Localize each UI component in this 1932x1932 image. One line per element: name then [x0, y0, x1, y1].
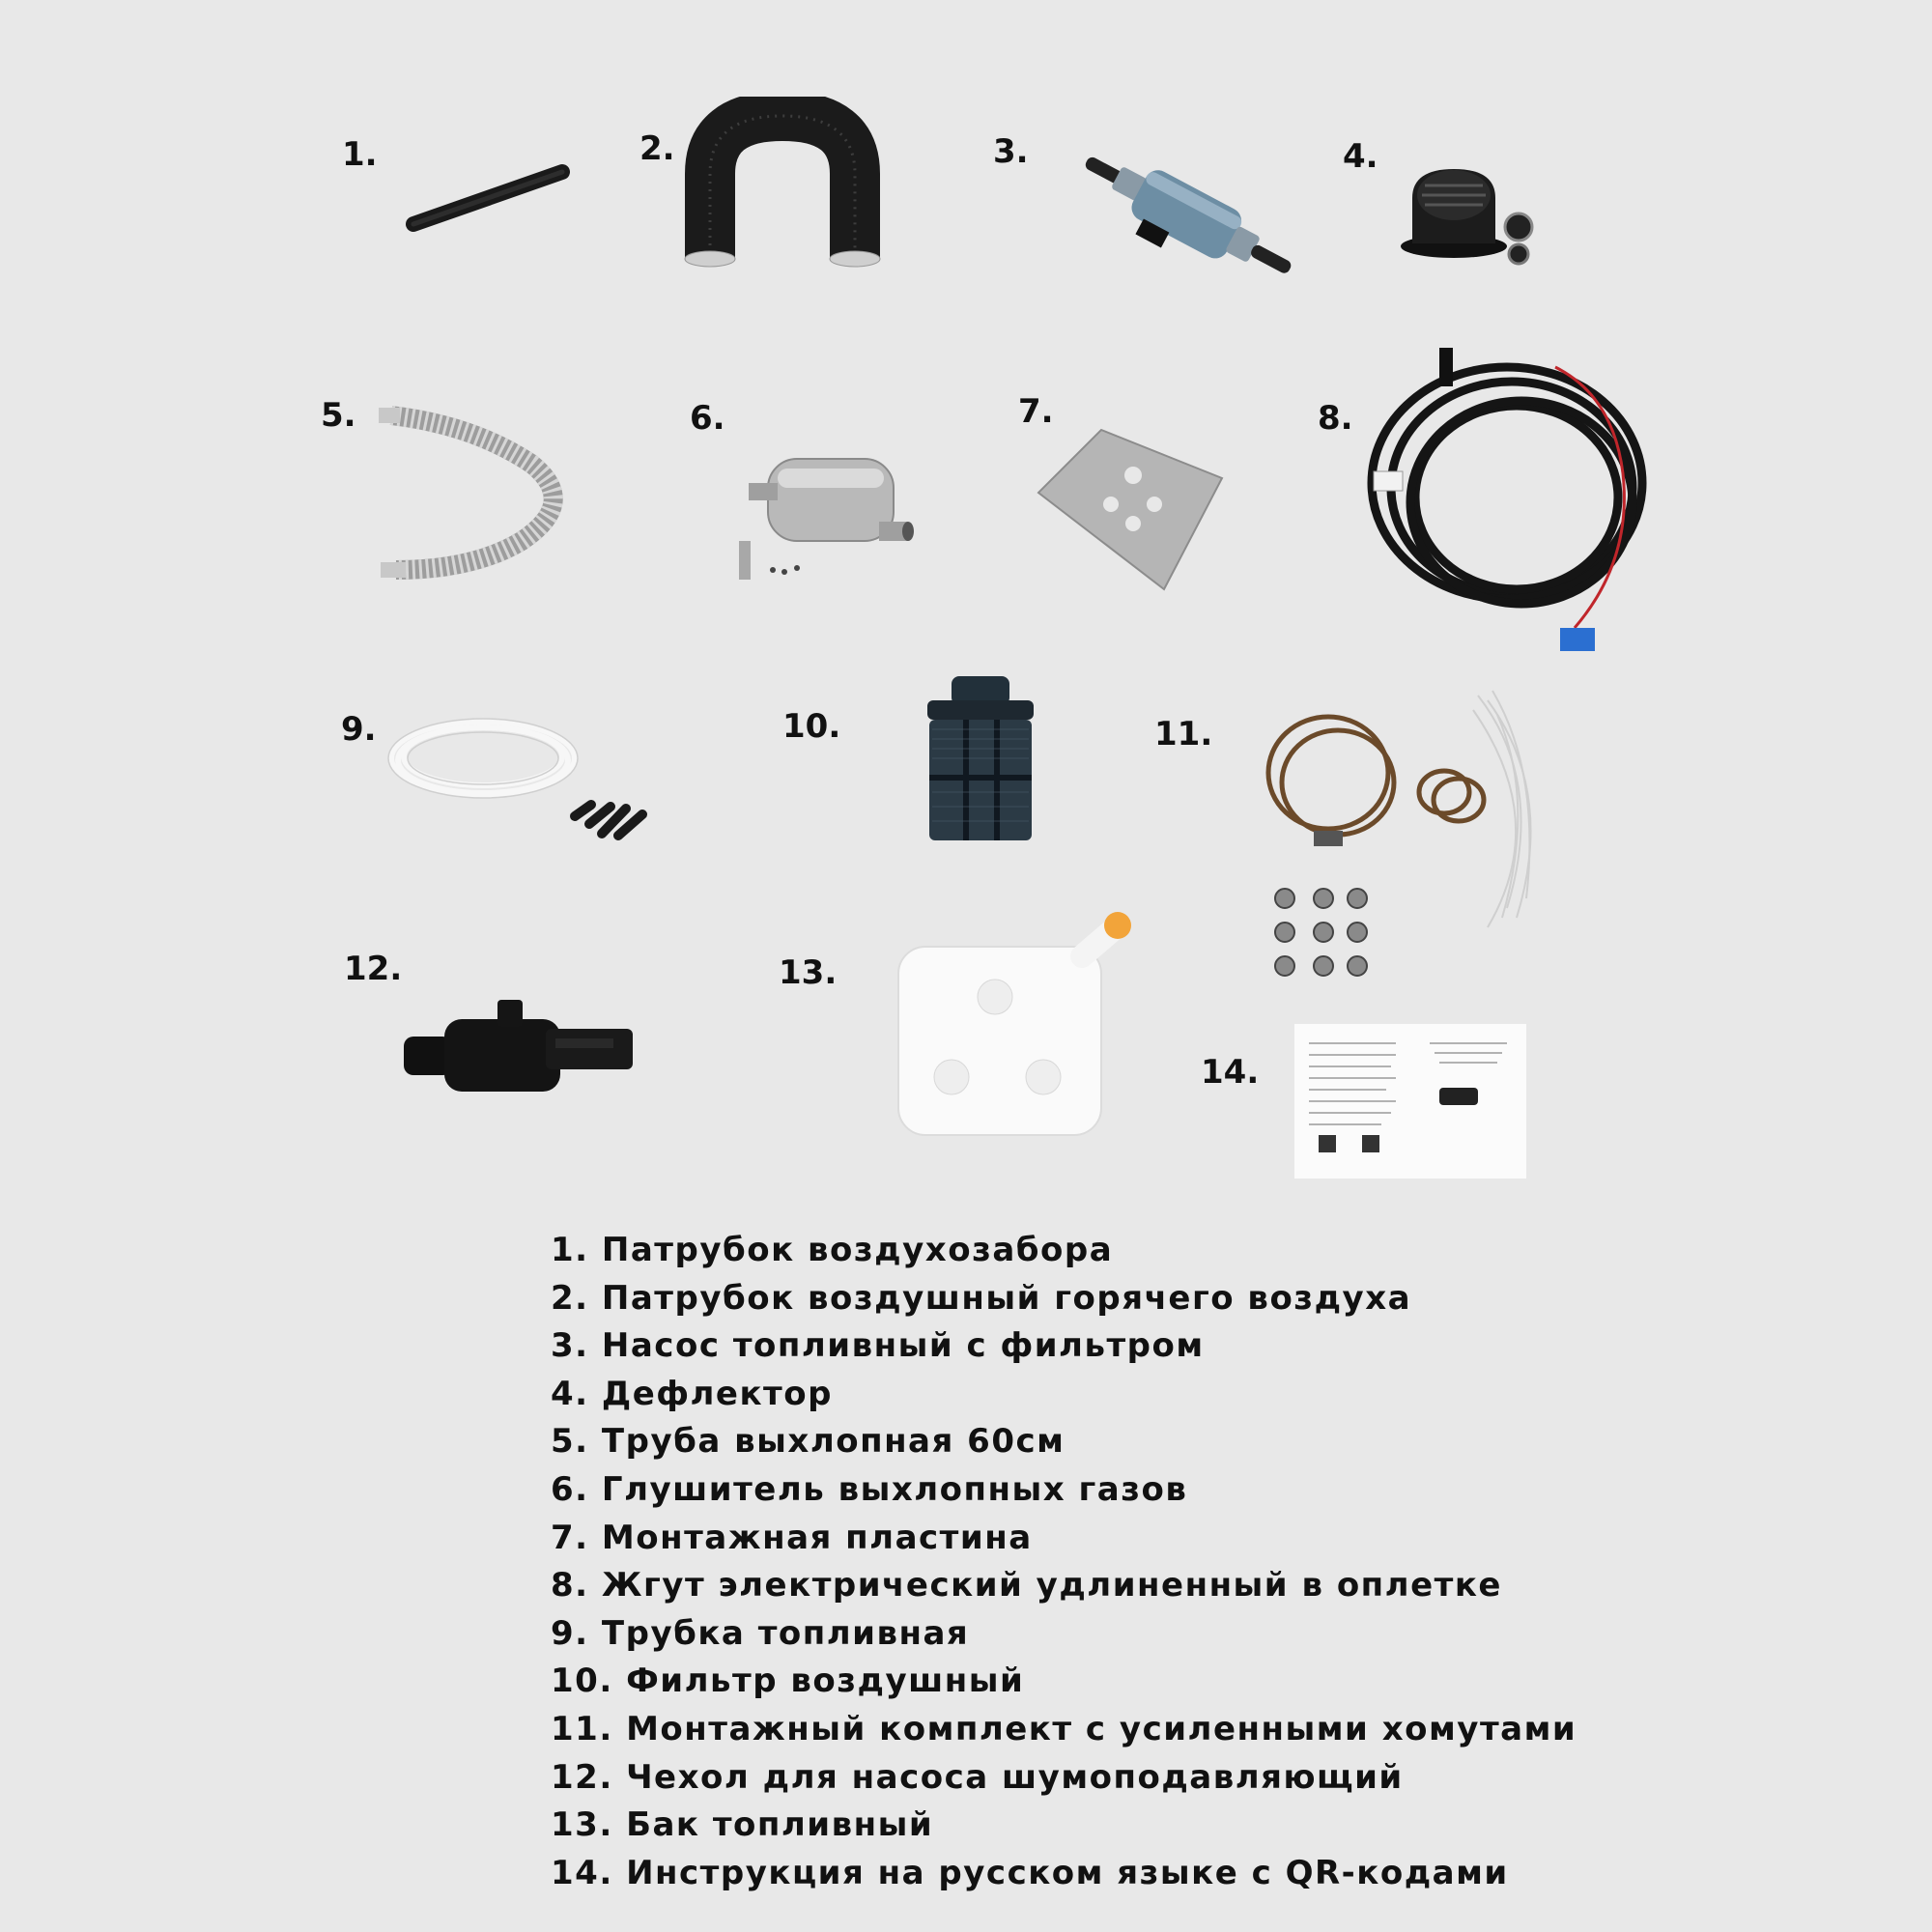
- item-number-13: 13.: [779, 953, 838, 992]
- item-number-6: 6.: [690, 399, 725, 438]
- legend-item-11: 11. Монтажный комплект с усиленными хомутами: [551, 1709, 1577, 1748]
- deflector-icon: [1391, 155, 1546, 270]
- legend-item-7: 7. Монтажная пластина: [551, 1518, 1033, 1557]
- legend-item-13: 13. Бак топливный: [551, 1805, 934, 1845]
- legend-item-8: 8. Жгут электрический удлиненный в оплетке: [551, 1566, 1502, 1605]
- item-number-12: 12.: [344, 950, 403, 988]
- hot-air-hose-icon: [676, 97, 889, 270]
- mounting-kit-icon: [1256, 686, 1565, 995]
- legend-item-3: 3. Насос топливный с фильтром: [551, 1326, 1205, 1366]
- item-number-7: 7.: [1018, 392, 1054, 431]
- item-number-1: 1.: [342, 135, 378, 174]
- item-number-4: 4.: [1343, 137, 1378, 176]
- manual-icon: [1294, 1024, 1526, 1179]
- legend-item-5: 5. Труба выхлопная 60см: [551, 1422, 1065, 1462]
- item-number-2: 2.: [639, 129, 675, 168]
- legend-item-6: 6. Глушитель выхлопных газов: [551, 1469, 1188, 1509]
- item-number-5: 5.: [321, 396, 356, 435]
- legend-item-10: 10. Фильтр воздушный: [551, 1662, 1025, 1701]
- item-number-3: 3.: [993, 132, 1029, 171]
- exhaust-pipe-icon: [367, 396, 589, 589]
- legend-item-12: 12. Чехол для насоса шумоподавляющий: [551, 1757, 1404, 1797]
- air-intake-pipe-icon: [396, 155, 580, 242]
- legend-item-1: 1. Патрубок воздухозабора: [551, 1231, 1114, 1269]
- item-number-10: 10.: [782, 707, 841, 746]
- legend-item-9: 9. Трубка топливная: [551, 1613, 970, 1653]
- wire-harness-icon: [1362, 338, 1652, 657]
- legend-item-14: 14. Инструкция на русском языке с QR-кодами: [551, 1853, 1509, 1892]
- item-number-11: 11.: [1154, 715, 1213, 753]
- parts-legend: [551, 1227, 1577, 1897]
- mounting-plate-icon: [1029, 415, 1232, 599]
- air-filter-icon: [918, 671, 1043, 850]
- item-number-9: 9.: [341, 710, 377, 749]
- fuel-pump-icon: [1063, 126, 1314, 309]
- legend-item-2: 2. Патрубок воздушный горячего воздуха: [551, 1278, 1412, 1318]
- pump-cover-icon: [386, 990, 647, 1096]
- item-number-8: 8.: [1318, 399, 1353, 438]
- fuel-tube-icon: [386, 700, 676, 865]
- item-number-14: 14.: [1201, 1053, 1260, 1092]
- muffler-icon: [734, 435, 927, 589]
- fuel-tank-icon: [889, 908, 1140, 1140]
- legend-item-4: 4. Дефлектор: [551, 1374, 833, 1413]
